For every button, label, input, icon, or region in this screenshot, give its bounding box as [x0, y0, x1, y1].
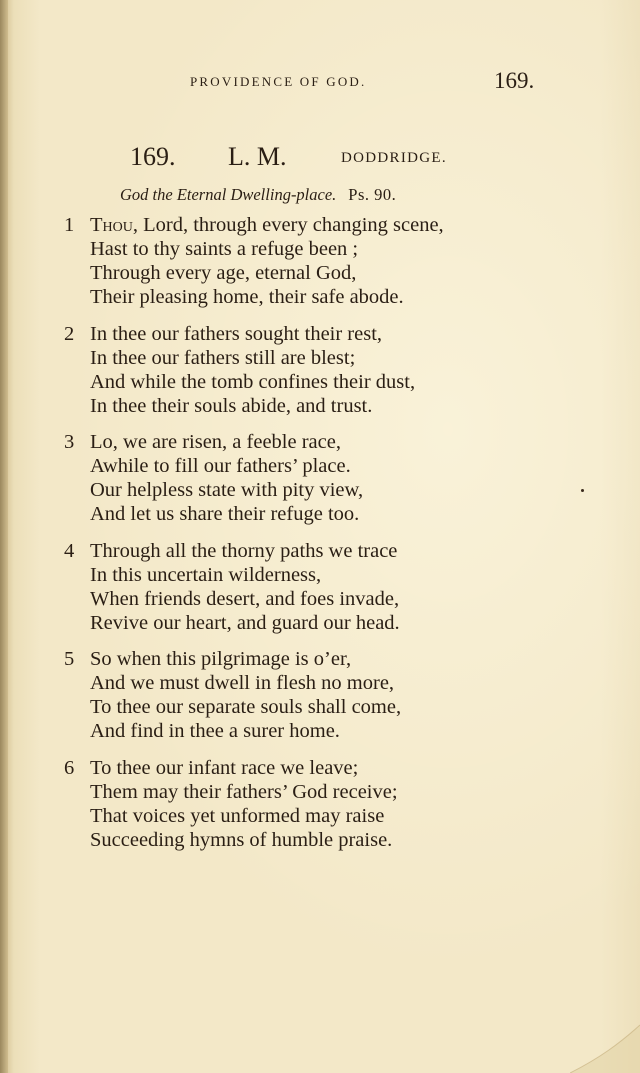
verse-number: 5 [64, 648, 75, 670]
verse-line: Through all the thorny paths we trace [90, 539, 398, 562]
hymn-subtitle [120, 185, 396, 205]
verse-line: Hast to thy saints a refuge been ; [90, 238, 359, 260]
verse-line: Our helpless state with pity view, [90, 479, 364, 501]
verse-line: In this uncertain wilderness, [90, 563, 322, 586]
verse-line: In thee our fathers sought their rest, [90, 322, 383, 345]
verse-line: In thee their souls abide, and trust. [90, 394, 373, 417]
verse [64, 539, 524, 635]
verse-line: When friends desert, and foes invade, [90, 587, 400, 610]
verse [64, 430, 524, 526]
verses [64, 213, 524, 864]
verse-line: Revive our heart, and guard our head. [90, 611, 400, 634]
verse-line: Them may their fathers’ God receive; [90, 780, 398, 803]
verse-line: And let us share their refuge too. [90, 503, 360, 525]
verse-line-rest: , Lord, through every changing scene, [132, 214, 444, 236]
verse-number: 4 [64, 539, 75, 562]
verse-line: To thee our infant race we leave; [90, 756, 359, 779]
verse-number: 6 [64, 756, 75, 779]
verse-line: That voices yet unformed may raise [90, 804, 385, 827]
verse-number: 2 [64, 322, 75, 345]
verse-line: Lo, we are risen, a feeble race, [90, 431, 341, 453]
verse-line: So when this pilgrimage is o’er, [90, 648, 352, 670]
verse [64, 756, 524, 852]
hymn-reference: Ps. 90. [348, 185, 397, 204]
verse-line: Succeeding hymns of humble praise. [90, 828, 393, 851]
verse-line: And we must dwell in flesh no more, [90, 672, 395, 694]
hymn-number: 169. [130, 142, 176, 171]
hymn-meter: L. M. [228, 142, 287, 171]
page-corner-curl-icon [570, 1013, 640, 1073]
verse-line: And while the tomb confines their dust, [90, 370, 416, 393]
verse [64, 213, 524, 309]
page-spine-edge [0, 0, 8, 1073]
hymn-author-text: DODDRIDGE. [341, 150, 447, 166]
verse-number: 1 [64, 214, 75, 236]
verse-line: And find in thee a surer home. [90, 720, 340, 742]
verse-line: Awhile to fill our fathers’ place. [90, 455, 351, 477]
verse-number: 3 [64, 431, 75, 453]
verse [64, 322, 524, 418]
verse [64, 647, 524, 743]
verse-line: To thee our separate souls shall come, [90, 696, 402, 718]
running-head: PROVIDENCE OF GOD. [190, 74, 367, 89]
paper-speck [581, 489, 584, 492]
verse-line: Their pleasing home, their safe abode. [90, 286, 404, 308]
verse-line [90, 213, 524, 237]
hymn-author [341, 150, 447, 167]
verse-line: In thee our fathers still are blest; [90, 346, 356, 369]
verse-line: Through every age, eternal God, [90, 262, 357, 284]
drop-word: Thou [90, 214, 133, 236]
hymn-title: God the Eternal Dwelling-place. [120, 185, 337, 204]
page-number: 169. [494, 68, 535, 93]
